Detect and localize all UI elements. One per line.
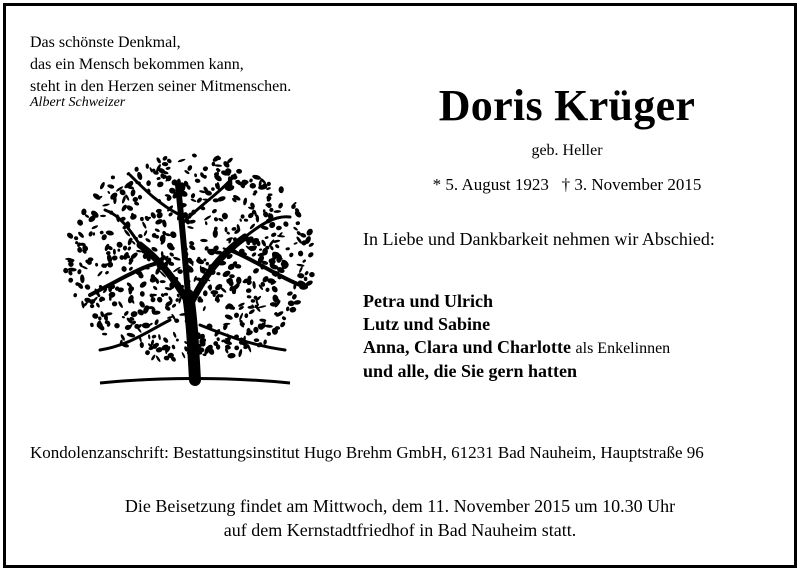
condolence-address: Kondolenzanschrift: Bestattungsinstitut Hugo Brehm GmbH, 61231 Bad Nauheim, Hauptstraße 96 (30, 443, 704, 462)
quote-line: Das schönste Denkmal, (30, 34, 181, 51)
funeral-line: Die Beisetzung findet am Mittwoch, dem 11. November 2015 um 10.30 Uhr (124, 496, 676, 516)
mourner-line (363, 336, 670, 360)
life-dates: * 5. August 1923 † 3. November 2015 (432, 175, 702, 194)
farewell-text: In Liebe und Dankbarkeit nehmen wir Abschied: (363, 229, 715, 249)
tree-icon (60, 145, 320, 390)
mourner-line: und alle, die Sie gern hatten (363, 361, 578, 381)
mourner-line: Lutz und Sabine (363, 314, 491, 334)
mourner-names: Anna, Clara und Charlotte (363, 337, 572, 357)
funeral-line: auf dem Kernstadtfriedhof in Bad Nauheim statt. (223, 520, 577, 540)
deceased-name: Doris Krüger (438, 81, 696, 130)
quote-line: steht in den Herzen seiner Mitmenschen. (30, 78, 292, 95)
funeral-info (0, 494, 800, 542)
mourners-list (363, 290, 670, 383)
birth-name: geb. Heller (531, 142, 603, 159)
mourner-relation: als Enkelinnen (575, 340, 671, 357)
quote-author: Albert Schweizer (30, 95, 126, 110)
mourner-line: Petra und Ulrich (363, 291, 493, 311)
quote-line: das ein Mensch bekommen kann, (30, 56, 244, 73)
quote-text (30, 32, 291, 98)
